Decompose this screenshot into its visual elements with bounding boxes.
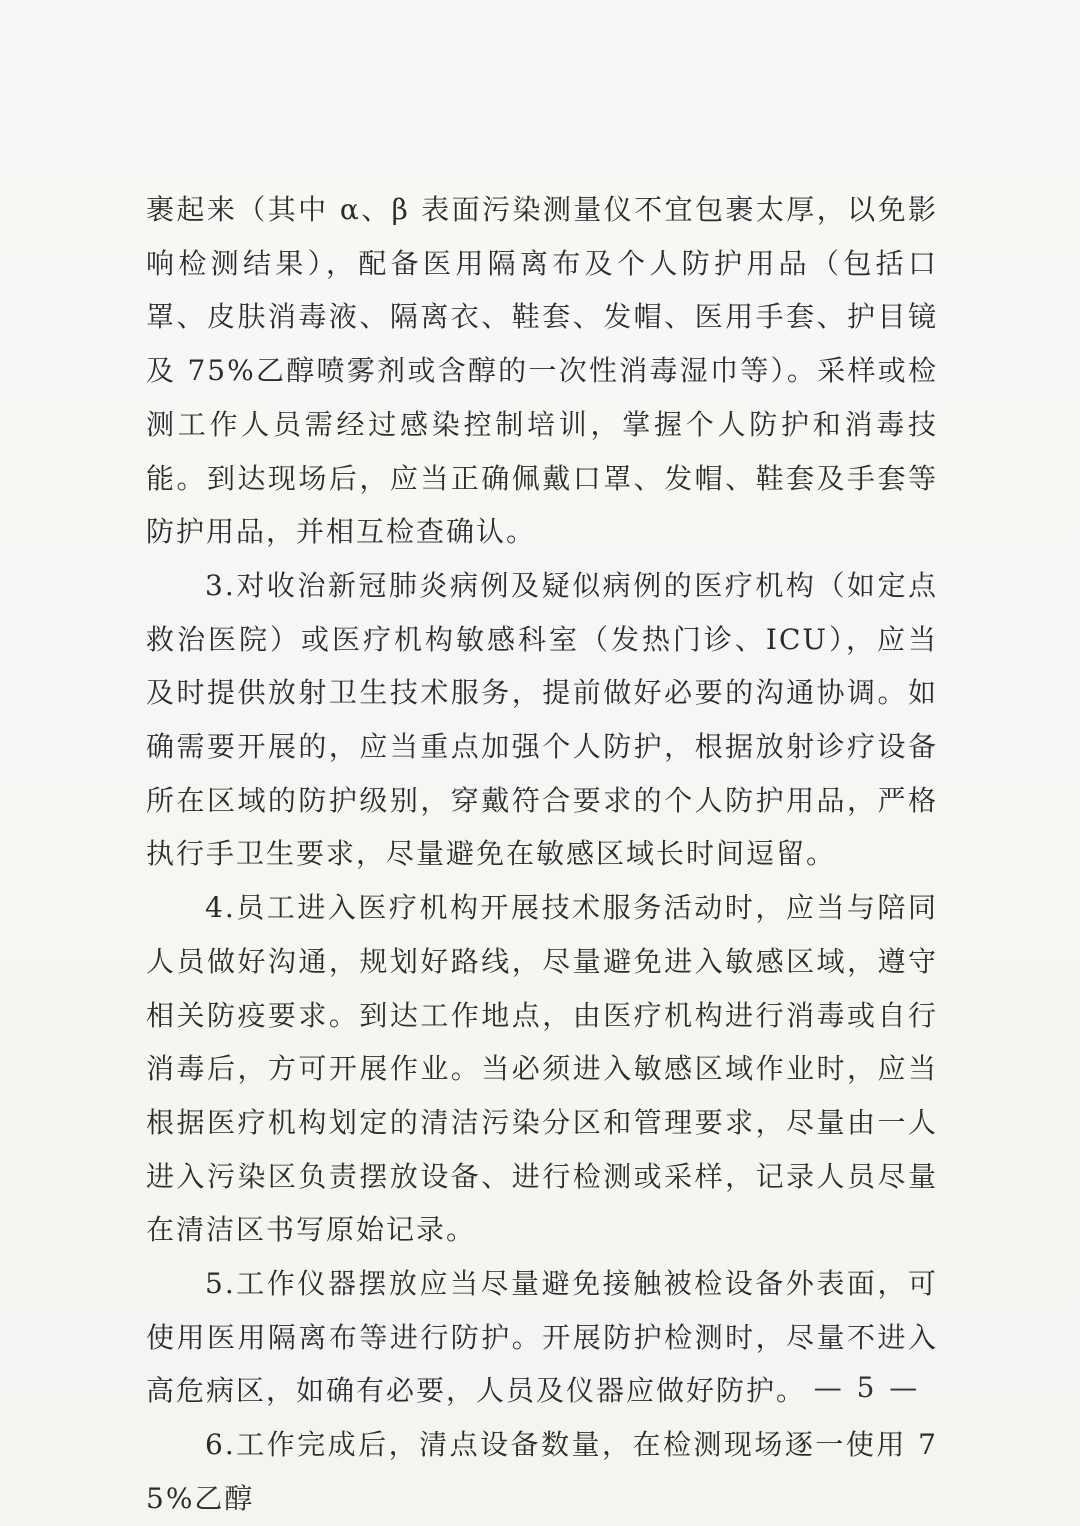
paragraph-continuation: 裹起来（其中 α、β 表面污染测量仪不宜包裹太厚，以免影响检测结果），配备医用隔离布及个人防护用品（包括口罩、皮肤消毒液、隔离衣、鞋套、发帽、医用手套、护目镜及 75%乙醇喷雾剂或含醇的一次性消毒湿巾等）。采样或检测工作人员需经过感染控制培训，掌握个人防护和消毒技能。到达现场后，应当正确佩戴口罩、发帽、鞋套及手套等防护用品，并相互检查确认。 [146, 193, 938, 549]
paragraph-item-4: 4.员工进入医疗机构开展技术服务活动时，应当与陪同人员做好沟通，规划好路线，尽量避免进入敏感区域，遵守相关防疫要求。到达工作地点，由医疗机构进行消毒或自行消毒后，方可开展作业。当必须进入敏感区域作业时，应当根据医疗机构划定的清洁污染分区和管理要求，尽量由一人进入污染区负责摆放设备、进行检测或采样，记录人员尽量在清洁区书写原始记录。 [146, 891, 938, 1247]
document-body [146, 183, 938, 1526]
paragraph-item-6: 6.工作完成后，清点设备数量，在检测现场逐一使用 75%乙醇 [146, 1428, 938, 1515]
page-number: — 5 — [813, 1371, 921, 1404]
paragraph-item-3: 3.对收治新冠肺炎病例及疑似病例的医疗机构（如定点救治医院）或医疗机构敏感科室（发热门诊、ICU），应当及时提供放射卫生技术服务，提前做好必要的沟通协调。如确需要开展的，应当重点加强个人防护，根据放射诊疗设备所在区域的防护级别，穿戴符合要求的个人防护用品，严格执行手卫生要求，尽量避免在敏感区域长时间逗留。 [146, 568, 938, 871]
paragraph-item-5: 5.工作仪器摆放应当尽量避免接触被检设备外表面，可使用医用隔离布等进行防护。开展防护检测时，尽量不进入高危病区，如确有必要，人员及仪器应做好防护。 [146, 1267, 938, 1408]
